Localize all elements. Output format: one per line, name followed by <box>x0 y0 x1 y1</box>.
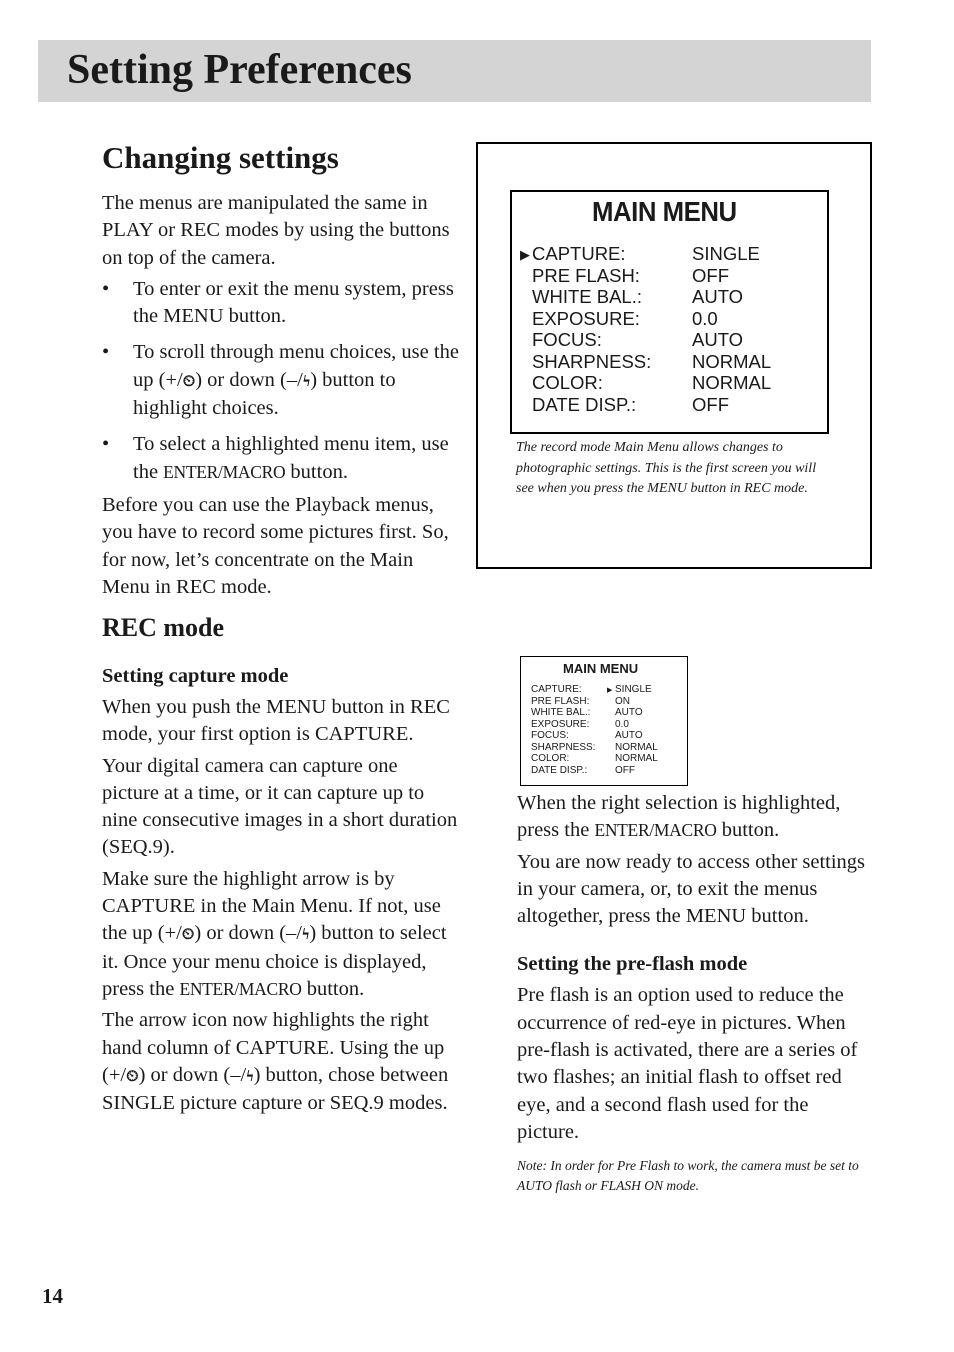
capture-paragraph-1: When you push the MENU button in REC mode, your first option is CAPTURE. <box>102 696 450 746</box>
self-timer-icon: ⏲ <box>182 372 196 390</box>
intro-paragraph: The menus are manipulated the same in PLAY or REC modes by using the buttons on top of the camera. <box>102 192 450 269</box>
flash-icon: ϟ <box>246 1067 254 1085</box>
section-heading-rec-mode: REC mode <box>102 613 225 642</box>
list-item: • To enter or exit the menu system, press the MENU button. <box>102 277 454 328</box>
right-column <box>517 790 873 1210</box>
list-item: • To select a highlighted menu item, use the ENTER/MACRO button. <box>102 433 449 483</box>
main-menu-title: MAIN MENU <box>592 196 737 227</box>
page-number: 14 <box>42 1284 63 1308</box>
pre-flash-note: Note: In order for Pre Flash to work, the camera must be set to AUTO flash or FLASH ON mode. <box>517 1158 859 1194</box>
pre-flash-paragraph: Pre flash is an option used to reduce the occurrence of red-eye in pictures. When pre-flash is activated, there are a series of two flashes; an initial flash to offset red eye, and a second flash used for the picture. <box>517 984 858 1143</box>
main-menu-figure <box>476 142 872 569</box>
enter-paragraph: When the right selection is highlighted, press the ENTER/MACRO button. <box>517 792 841 842</box>
ready-paragraph: You are now ready to access other settings in your camera, or, to exit the menus altogether, press the MENU button. <box>517 850 866 928</box>
capture-paragraph-4: The arrow icon now highlights the right hand column of CAPTURE. Using the up (+/⏲) or down (–/ϟ) button, chose between SINGLE picture capture or SEQ.9 modes. <box>102 1009 449 1115</box>
arrow-right-icon: ▶ <box>520 247 530 262</box>
rec-mode-column <box>102 663 458 1117</box>
arrow-right-icon: ▶ <box>607 687 613 694</box>
self-timer-icon: ⏲ <box>126 1067 139 1085</box>
small-main-menu-screen: MAIN MENU CAPTURE: ▶ SINGLE PRE FLASH: ON WHITE BAL.: AUTO EXPOSURE: 0.0 FOCUS: AUTO SHARPNESS: NORMAL COLOR: NORMAL DATE DISP.: OFF <box>520 656 688 786</box>
left-column <box>102 190 462 601</box>
self-timer-icon: ⏲ <box>181 926 195 944</box>
title-banner <box>38 40 871 102</box>
main-menu-screen: MAIN MENU ▶ CAPTURE: SINGLE PRE FLASH: OFF WHITE BAL.: AUTO EXPOSURE: 0.0 FOCUS: AUTO SHARPNESS: NORMAL COLOR: NORMAL DATE DISP.: OFF <box>510 190 829 434</box>
flash-icon: ϟ <box>302 372 311 390</box>
subheading-capture-mode: Setting capture mode <box>102 665 289 687</box>
figure-caption: The record mode Main Menu allows changes to photographic settings. This is the first screen you will see when you press the MENU button in REC mode. <box>516 440 817 496</box>
subheading-pre-flash: Setting the pre-flash mode <box>517 953 748 976</box>
capture-paragraph-3: Make sure the highlight arrow is by CAPTURE in the Main Menu. If not, use the up (+/⏲) or down (–/ϟ) button to select it. Once your menu choice is displayed, press the ENTER/MACRO button. <box>102 867 447 1000</box>
page-title: Setting Preferences <box>67 47 412 93</box>
capture-paragraph-2: Your digital camera can capture one picture at a time, or it can capture up to nine consecutive images in a short duration (SEQ.9). <box>102 754 458 859</box>
list-item: • To scroll through menu choices, use the up (+/⏲) or down (–/ϟ) button to highlight choices. <box>102 341 459 420</box>
section-heading-changing-settings: Changing settings <box>102 140 339 175</box>
flash-icon: ϟ <box>301 926 310 944</box>
small-menu-title: MAIN MENU <box>563 661 639 676</box>
before-paragraph: Before you can use the Playback menus, you have to record some pictures first. So, for now, let’s concentrate on the Main Menu in REC mode. <box>102 493 449 598</box>
